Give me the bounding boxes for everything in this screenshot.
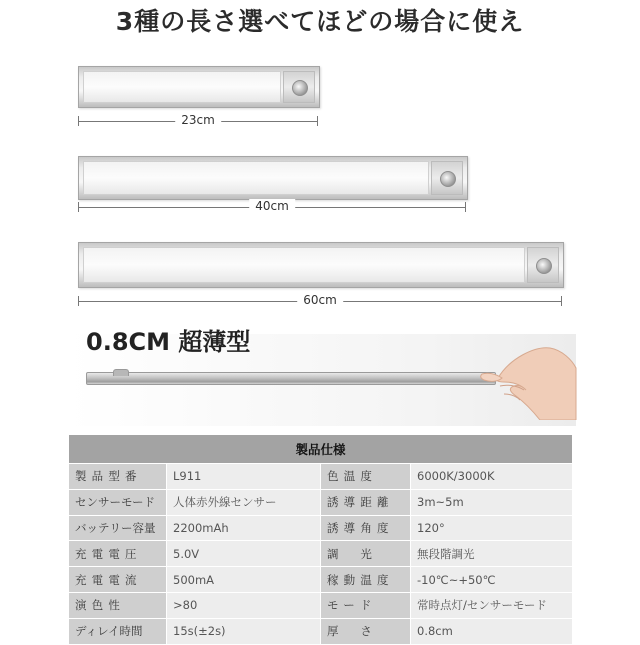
spec-key: センサーモード: [69, 489, 167, 515]
table-row: [69, 489, 573, 515]
spec-value: >80: [167, 592, 321, 618]
spec-key: 製品型番: [69, 464, 167, 490]
spec-key: 演色性: [69, 592, 167, 618]
hand-icon: [480, 338, 580, 420]
dimension-40cm: [78, 199, 466, 213]
spec-value: 2200mAh: [167, 515, 321, 541]
spec-value: 常時点灯/センサーモード: [411, 592, 573, 618]
spec-key: 色温度: [321, 464, 411, 490]
motion-sensor-icon: [440, 171, 456, 187]
spec-value: 0.8cm: [411, 618, 573, 644]
spec-value: 人体赤外線センサー: [167, 489, 321, 515]
spec-key: 誘導距離: [321, 489, 411, 515]
spec-key: バッテリー容量: [69, 515, 167, 541]
spec-table: [68, 434, 573, 645]
light-bar-60cm: [78, 242, 564, 288]
spec-value: L911: [167, 464, 321, 490]
profile-title: 0.8CM 超薄型: [86, 328, 251, 356]
table-row: [69, 618, 573, 644]
motion-sensor-icon: [536, 258, 552, 274]
side-view-light-bar: [86, 372, 496, 385]
spec-value: 6000K/3000K: [411, 464, 573, 490]
spec-value: 15s(±2s): [167, 618, 321, 644]
spec-table-title: 製品仕様: [69, 435, 573, 464]
spec-key: 誘導角度: [321, 515, 411, 541]
dimension-23cm: [78, 113, 318, 127]
table-row: [69, 541, 573, 567]
spec-value: 無段階調光: [411, 541, 573, 567]
length-label: 40cm: [249, 199, 295, 213]
table-row: [69, 567, 573, 593]
spec-key: 稼動温度: [321, 567, 411, 593]
motion-sensor-icon: [292, 80, 308, 96]
light-bar-40cm: [78, 156, 468, 200]
dimension-60cm: [78, 293, 562, 307]
table-row: [69, 464, 573, 490]
headline: 3種の長さ選べてほどの場合に使え: [115, 7, 525, 36]
spec-key: ディレイ時間: [69, 618, 167, 644]
length-label: 23cm: [175, 113, 221, 127]
table-row: [69, 515, 573, 541]
table-row: [69, 592, 573, 618]
spec-key: 充電電圧: [69, 541, 167, 567]
light-bar-23cm: [78, 66, 320, 108]
length-label: 60cm: [297, 293, 343, 307]
spec-value: 120°: [411, 515, 573, 541]
spec-key: 充電電流: [69, 567, 167, 593]
spec-value: -10℃~+50℃: [411, 567, 573, 593]
spec-value: 3m~5m: [411, 489, 573, 515]
spec-key: モード: [321, 592, 411, 618]
spec-key: 調 光: [321, 541, 411, 567]
spec-key: 厚 さ: [321, 618, 411, 644]
spec-value: 500mA: [167, 567, 321, 593]
spec-value: 5.0V: [167, 541, 321, 567]
